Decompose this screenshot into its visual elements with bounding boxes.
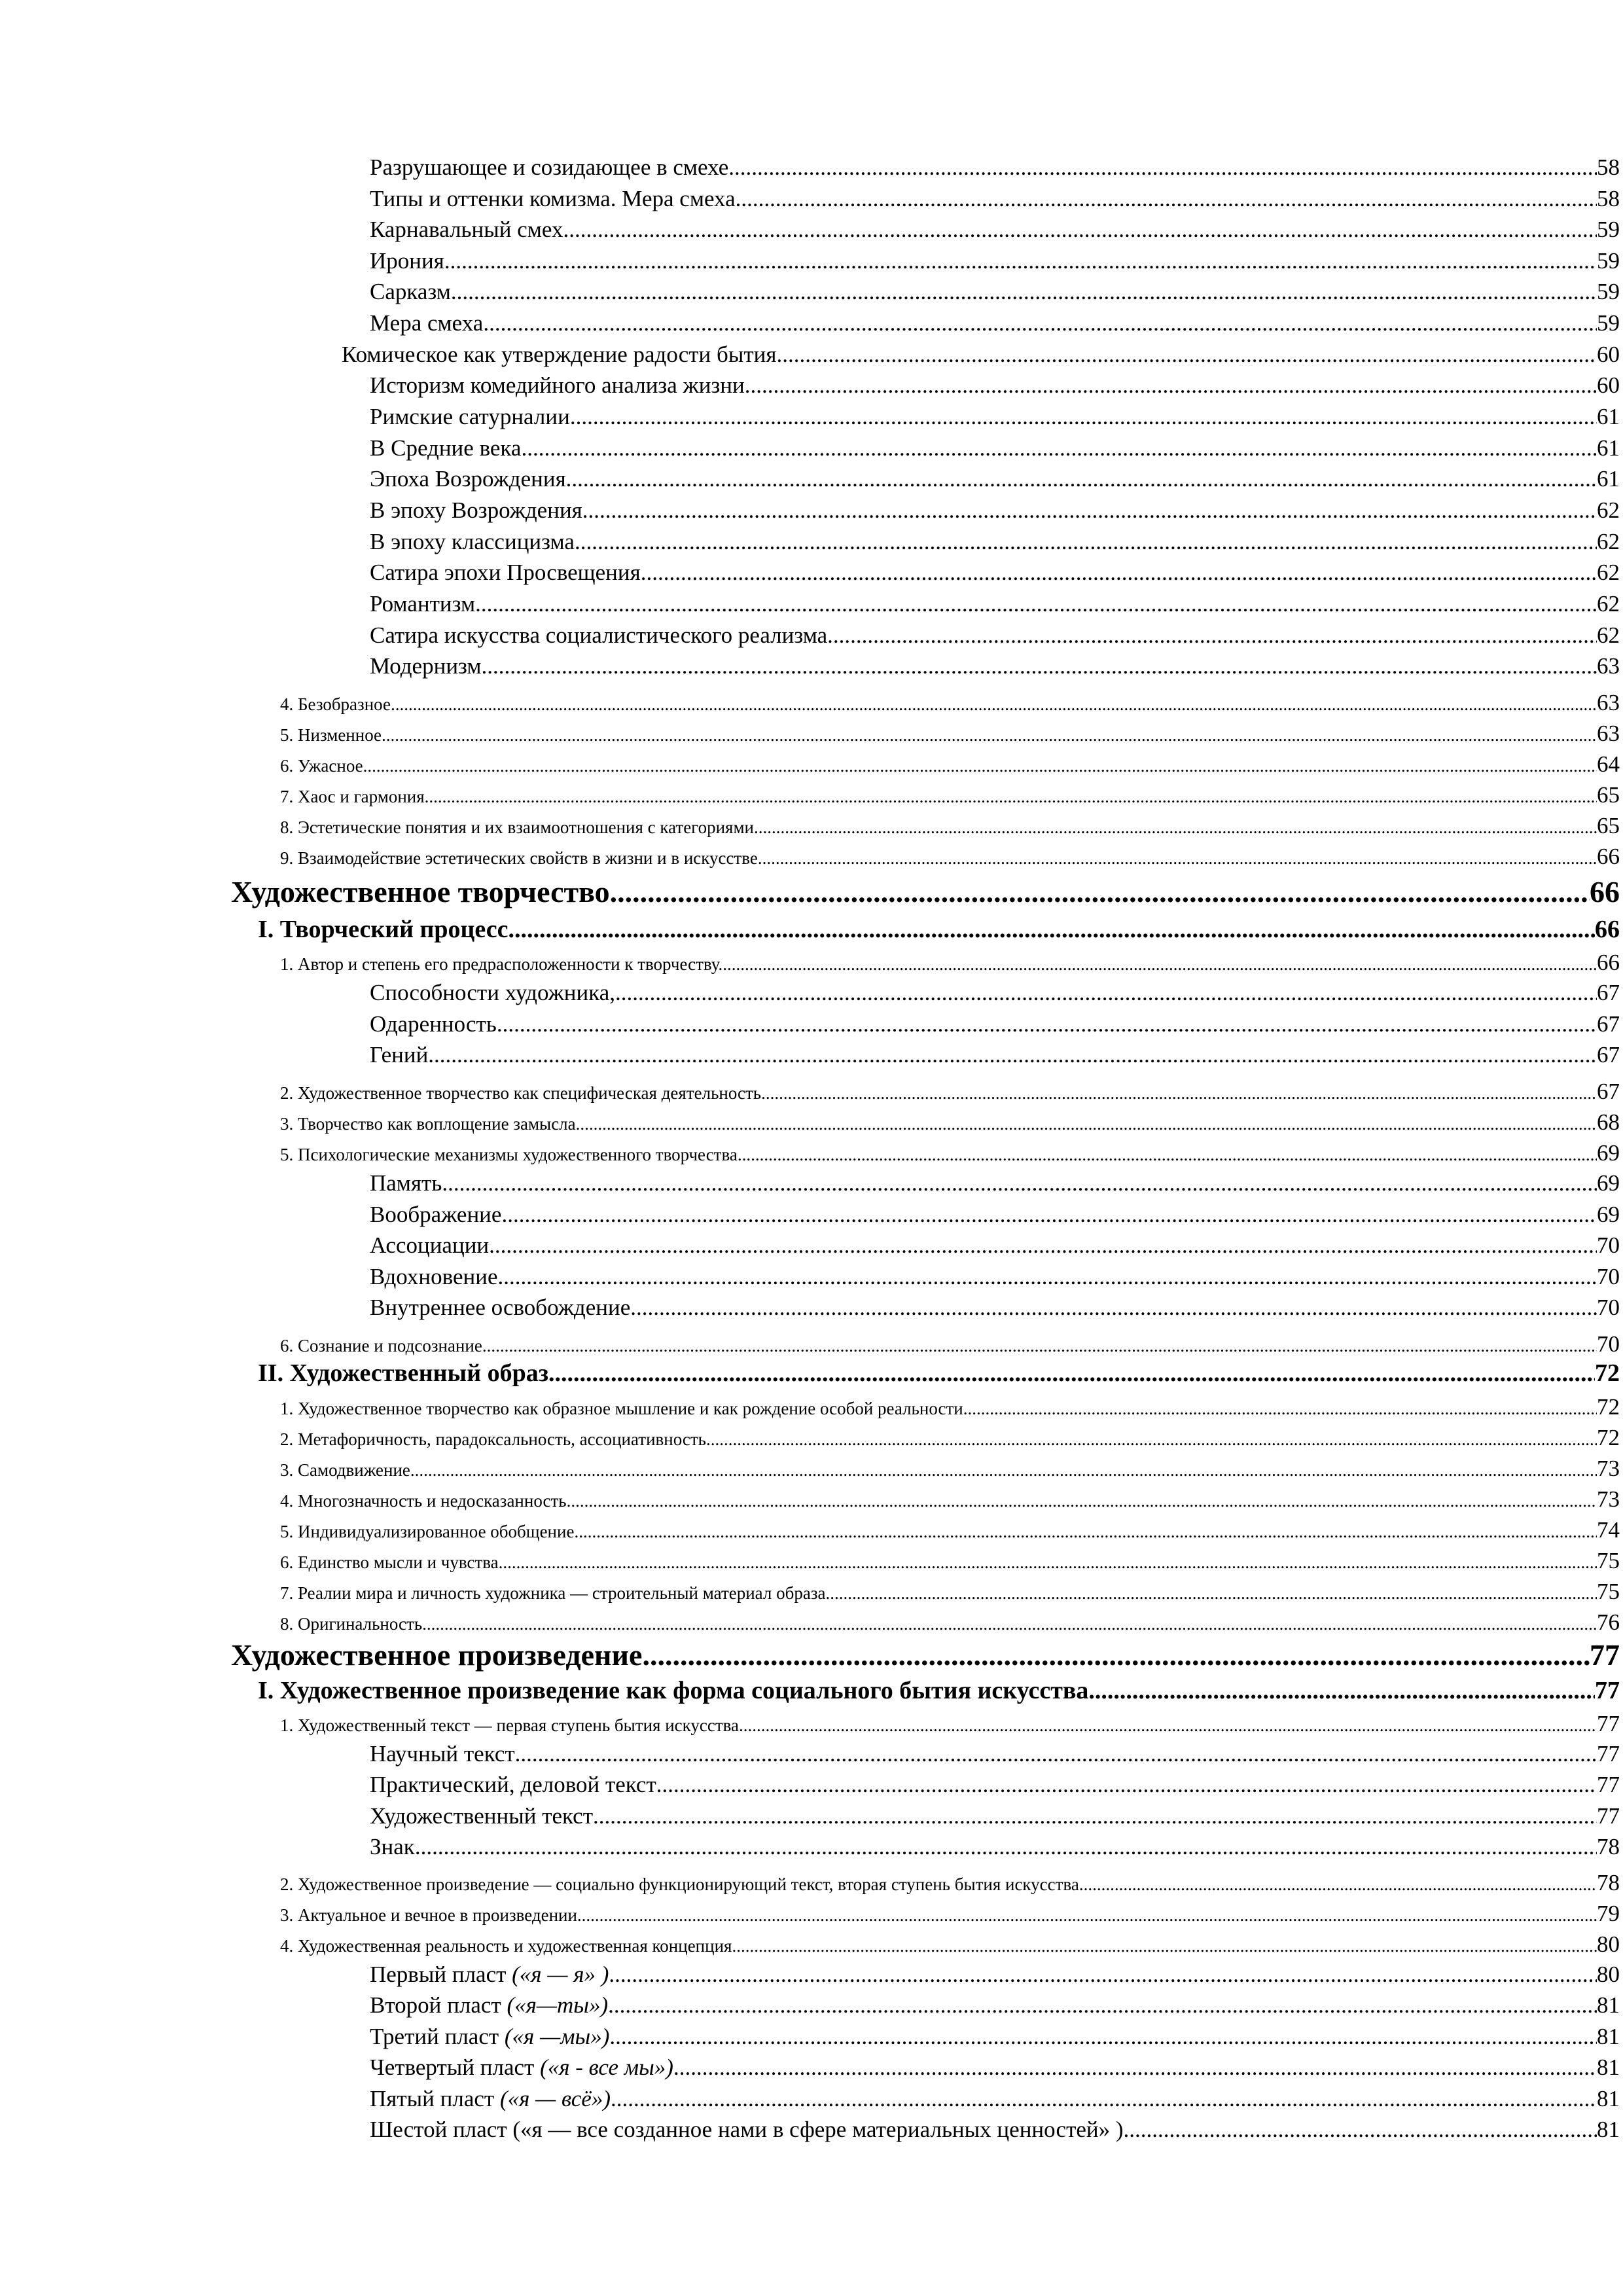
toc-entry-page: 69 — [1597, 1170, 1620, 1196]
toc-entry — [280, 1901, 1620, 1927]
toc-entry-title: Гений — [370, 1042, 429, 1067]
toc-entry-page: 77 — [1597, 1772, 1620, 1797]
toc-entry — [370, 1834, 1620, 1860]
toc-entry-title: I. Художественное произведение как форма социального бытия искусства — [258, 1677, 1089, 1704]
dot-leader — [611, 2086, 1597, 2112]
toc-entry-page: 66 — [1597, 844, 1620, 869]
toc-entry-title: Третий пласт («я —мы») — [370, 2024, 610, 2049]
toc-entry-title: Научный текст — [370, 1741, 515, 1767]
toc-entry-italic: («я —мы») — [504, 2024, 610, 2049]
toc-entry-page: 70 — [1597, 1295, 1620, 1320]
toc-entry-title: Внутреннее освобождение — [370, 1295, 631, 1320]
toc-entry — [280, 1579, 1620, 1605]
toc-entry — [370, 186, 1620, 212]
dot-leader — [711, 1429, 1597, 1450]
dot-leader — [728, 154, 1597, 181]
dot-leader — [609, 2024, 1597, 2050]
toc-entry-title: 8. Оригинальность — [280, 1614, 423, 1634]
toc-entry — [370, 404, 1620, 430]
toc-entry-title: Четвертый пласт («я - все мы») — [370, 2054, 673, 2080]
toc-chapter — [258, 915, 1620, 944]
toc-entry — [370, 279, 1620, 305]
toc-entry — [370, 310, 1620, 336]
toc-entry-title: Ирония — [370, 248, 444, 274]
toc-entry-title: 4. Многозначность и недосказанность. — [280, 1491, 571, 1511]
dot-leader — [656, 1772, 1597, 1798]
toc-entry — [280, 1870, 1620, 1896]
toc-chapter — [258, 1676, 1620, 1705]
toc-entry-title: I. Творческий процесс — [258, 916, 508, 943]
dot-leader — [582, 497, 1597, 524]
dot-leader — [642, 1638, 1590, 1672]
toc-entry-page: 77 — [1597, 1803, 1620, 1829]
toc-entry — [370, 560, 1620, 586]
toc-entry-title: 3. Актуальное и вечное в произведении — [280, 1905, 577, 1925]
toc-entry — [370, 2024, 1620, 2050]
dot-leader — [428, 1042, 1597, 1068]
toc-entry — [370, 653, 1620, 679]
toc-entry-page: 72 — [1597, 1394, 1620, 1420]
toc-entry-page: 68 — [1597, 1109, 1620, 1135]
toc-entry-page: 80 — [1597, 1962, 1620, 1987]
toc-entry — [280, 1109, 1620, 1136]
toc-entry-title: Память — [370, 1170, 442, 1196]
toc-entry — [370, 1803, 1620, 1829]
toc-entry-page: 78 — [1597, 1834, 1620, 1859]
toc-entry-title: Сатира искусства социалистического реализма — [370, 622, 828, 648]
toc-entry-page: 77 — [1590, 1638, 1620, 1672]
toc-entry-page: 81 — [1597, 2054, 1620, 2080]
toc-entry-title: Шестой пласт («я — все созданное нами в сфере материальных ценностей» ) — [370, 2117, 1124, 2142]
toc-entry — [370, 591, 1620, 617]
toc-entry — [280, 1456, 1620, 1482]
toc-entry-title: 1. Художественное творчество как образное мышление и как рождение особой реальности. — [280, 1399, 968, 1418]
toc-entry-title: 3. Самодвижение. — [280, 1460, 415, 1480]
dot-leader — [563, 217, 1597, 243]
dot-leader — [498, 1264, 1597, 1290]
dot-leader — [827, 622, 1597, 649]
toc-entry — [280, 1486, 1620, 1513]
toc-entry-title: Разрушающее и созидающее в смехе — [370, 154, 729, 180]
toc-entry-title: Сарказм — [370, 279, 451, 304]
toc-entry — [342, 342, 1620, 368]
dot-leader — [489, 1232, 1597, 1259]
dot-leader — [503, 1552, 1597, 1573]
dot-leader — [482, 1336, 1597, 1356]
toc-entry-page: 76 — [1597, 1609, 1620, 1635]
dot-leader — [742, 1145, 1597, 1165]
toc-entry-page: 61 — [1597, 404, 1620, 429]
toc-entry — [370, 980, 1620, 1006]
dot-leader — [610, 874, 1590, 909]
toc-entry-title: Сатира эпохи Просвещения — [370, 560, 641, 585]
dot-leader — [391, 694, 1597, 715]
toc-entry-page: 60 — [1597, 342, 1620, 367]
toc-entry-title: 9. Взаимодействие эстетических свойств в жизни и в искусстве. — [280, 848, 762, 868]
toc-entry-title: 6. Ужасное. — [280, 756, 368, 776]
toc-entry-page: 70 — [1597, 1264, 1620, 1289]
toc-entry-title: Практический, деловой текст — [370, 1772, 656, 1797]
toc-entry-title: Римские сатурналии — [370, 404, 570, 429]
toc-entry — [280, 1711, 1620, 1737]
toc-entry-title: Карнавальный смех — [370, 217, 563, 242]
toc-entry-title: 2. Метафоричность, парадоксальность, ассоциативность. — [280, 1429, 711, 1449]
toc-entry — [280, 1140, 1620, 1166]
toc-entry-italic: («я - все мы») — [540, 2054, 673, 2080]
toc-entry — [370, 1772, 1620, 1798]
toc-entry-page: 77 — [1597, 1711, 1620, 1736]
toc-entry-title: II. Художественный образ — [258, 1359, 549, 1387]
toc-entry — [370, 529, 1620, 555]
dot-leader — [497, 1011, 1597, 1037]
dot-leader — [609, 1962, 1597, 1988]
toc-entry-page: 63 — [1597, 690, 1620, 715]
toc-entry-page: 75 — [1597, 1579, 1620, 1604]
dot-leader — [521, 435, 1597, 461]
toc-entry — [370, 2054, 1620, 2081]
toc-entry-page: 67 — [1597, 980, 1620, 1005]
toc-entry-page: 59 — [1597, 279, 1620, 304]
toc-entry — [280, 751, 1620, 778]
dot-leader — [367, 756, 1597, 776]
toc-entry — [370, 1011, 1620, 1037]
dot-leader — [830, 1583, 1597, 1604]
toc-entry-page: 66 — [1597, 950, 1620, 975]
toc-entry-page: 62 — [1597, 560, 1620, 585]
toc-entry-page: 69 — [1597, 1140, 1620, 1166]
toc-entry-title: 4. Художественная реальность и художественная концепция. — [280, 1936, 737, 1956]
toc-entry-page: 63 — [1597, 653, 1620, 679]
dot-leader — [967, 1399, 1597, 1419]
toc-entry-page: 73 — [1597, 1486, 1620, 1512]
toc-entry-page: 67 — [1597, 1079, 1620, 1104]
toc-entry-page: 81 — [1597, 2117, 1620, 2142]
toc-entry — [370, 372, 1620, 399]
dot-leader — [615, 980, 1597, 1006]
toc-entry-title: 7. Хаос и гармония. — [280, 787, 429, 806]
dot-leader — [736, 1936, 1597, 1956]
dot-leader — [501, 1202, 1597, 1228]
toc-entry-page: 62 — [1597, 622, 1620, 648]
dot-leader — [630, 1295, 1597, 1321]
toc-entry — [370, 622, 1620, 649]
dot-leader — [444, 248, 1597, 274]
dot-leader — [758, 817, 1597, 838]
toc-section-heading — [231, 1638, 1620, 1672]
toc-chapter — [258, 1359, 1620, 1388]
dot-leader — [593, 1803, 1597, 1829]
toc-entry-page: 81 — [1597, 1992, 1620, 2018]
dot-leader — [548, 1359, 1595, 1388]
toc-entry-page: 77 — [1595, 1677, 1620, 1704]
dot-leader — [722, 954, 1597, 975]
toc-entry-title: 1. Художественный текст — первая ступень бытия искусства. — [280, 1715, 743, 1735]
toc-entry-page: 78 — [1597, 1870, 1620, 1895]
toc-entry-page: 61 — [1597, 466, 1620, 492]
toc-entry — [280, 950, 1620, 976]
toc-entry-title: 6. Единство мысли и чувства. — [280, 1552, 503, 1572]
toc-entry-page: 81 — [1597, 2024, 1620, 2049]
toc-entry — [280, 721, 1620, 747]
dot-leader — [1084, 1874, 1597, 1895]
toc-entry-title: 1. Автор и степень его предрасположенности к творчеству. — [280, 954, 723, 974]
toc-entry-page: 79 — [1597, 1901, 1620, 1926]
toc-entry-page: 60 — [1597, 372, 1620, 398]
toc-entry-title: Типы и оттенки комизма. Мера смеха — [370, 186, 736, 211]
toc-entry — [370, 1202, 1620, 1228]
toc-entry — [280, 690, 1620, 716]
toc-entry-title: Знак — [370, 1834, 415, 1859]
toc-entry — [280, 1931, 1620, 1958]
toc-entry — [280, 813, 1620, 839]
toc-entry — [280, 1425, 1620, 1451]
dot-leader — [566, 466, 1597, 492]
toc-entry-title: В эпоху Возрождения — [370, 497, 582, 523]
toc-entry — [280, 844, 1620, 870]
toc-entry-title: Эпоха Возрождения — [370, 466, 566, 492]
dot-leader — [422, 1614, 1597, 1634]
toc-entry — [370, 1232, 1620, 1259]
toc-entry-page: 70 — [1597, 1331, 1620, 1357]
toc-entry-page: 73 — [1597, 1456, 1620, 1481]
toc-entry-page: 65 — [1597, 813, 1620, 838]
toc-entry-page: 62 — [1597, 497, 1620, 523]
toc-entry-page: 74 — [1597, 1517, 1620, 1543]
toc-entry — [280, 1394, 1620, 1420]
dot-leader — [442, 1170, 1597, 1196]
toc-entry — [370, 497, 1620, 524]
toc-entry-page: 69 — [1597, 1202, 1620, 1227]
toc-entry-page: 67 — [1597, 1011, 1620, 1037]
toc-entry-title: 3. Творчество как воплощение замысла. — [280, 1114, 580, 1134]
dot-leader — [776, 342, 1597, 368]
toc-entry — [280, 1079, 1620, 1105]
dot-leader — [515, 1741, 1597, 1767]
toc-entry-title: Художественное творчество — [231, 875, 610, 908]
dot-leader — [762, 848, 1597, 869]
toc-entry — [370, 217, 1620, 243]
dot-leader — [1124, 2117, 1597, 2143]
toc-entry-page: 75 — [1597, 1548, 1620, 1573]
toc-entry-page: 81 — [1597, 2086, 1620, 2111]
dot-leader — [608, 1992, 1597, 2018]
toc-entry-italic: («я — я» ) — [512, 1962, 609, 1987]
toc-entry — [280, 1548, 1620, 1574]
dot-leader — [382, 725, 1597, 745]
toc-entry-page: 77 — [1597, 1741, 1620, 1767]
toc-entry-title: Модернизм — [370, 653, 482, 679]
toc-entry — [370, 1042, 1620, 1068]
toc-entry — [370, 154, 1620, 181]
toc-entry — [370, 1264, 1620, 1290]
dot-leader — [415, 1460, 1597, 1480]
toc-entry-title: 7. Реалии мира и личность художника — строительный материал образа. — [280, 1583, 830, 1603]
toc-entry-title: Пятый пласт («я — всё») — [370, 2086, 611, 2111]
toc-entry — [280, 1331, 1620, 1357]
toc-entry-title: В Средние века — [370, 435, 522, 461]
dot-leader — [766, 1083, 1597, 1103]
dot-leader — [415, 1834, 1597, 1860]
dot-leader — [736, 186, 1597, 212]
toc-entry-page: 58 — [1597, 186, 1620, 211]
toc-entry-page: 65 — [1597, 782, 1620, 808]
toc-entry — [280, 1609, 1620, 1636]
toc-entry-title: 2. Художественное произведение — социально функционирующий текст, вторая ступень бытия искусства. — [280, 1874, 1084, 1894]
toc-entry-title: Способности художника, — [370, 980, 616, 1005]
toc-entry-title: Первый пласт («я — я» ) — [370, 1962, 609, 1987]
dot-leader — [580, 1114, 1597, 1134]
toc-entry-title: Второй пласт («я—ты») — [370, 1992, 609, 2018]
toc-entry-title: 5. Психологические механизмы художественного творчества. — [280, 1145, 742, 1164]
toc-entry-title: В эпоху классицизма — [370, 529, 575, 554]
toc-entry — [370, 466, 1620, 492]
toc-entry-title: 6. Сознание и подсознание — [280, 1336, 482, 1355]
toc-entry — [370, 248, 1620, 274]
toc-entry — [370, 1741, 1620, 1767]
dot-leader — [508, 915, 1596, 944]
toc-entry — [280, 782, 1620, 808]
toc-entry-page: 64 — [1597, 751, 1620, 777]
toc-entry — [370, 435, 1620, 461]
toc-entry-title: Вдохновение — [370, 1264, 498, 1289]
toc-entry-title: 4. Безобразное — [280, 694, 391, 714]
toc-entry-page: 72 — [1597, 1425, 1620, 1450]
toc-entry-page: 72 — [1595, 1359, 1620, 1387]
dot-leader — [570, 404, 1597, 430]
toc-entry-title: Воображение — [370, 1202, 502, 1227]
dot-leader — [451, 279, 1597, 305]
toc-entry-page: 62 — [1597, 591, 1620, 617]
toc-entry-page: 66 — [1595, 916, 1620, 943]
toc-entry-page: 70 — [1597, 1232, 1620, 1258]
toc-entry-page: 62 — [1597, 529, 1620, 554]
toc-entry-page: 67 — [1597, 1042, 1620, 1067]
toc-entry — [280, 1517, 1620, 1543]
toc-entry-title: 8. Эстетические понятия и их взаимоотношения с категориями. — [280, 817, 758, 837]
toc-entry-page: 59 — [1597, 310, 1620, 336]
toc-entry — [370, 1295, 1620, 1321]
dot-leader — [571, 1491, 1597, 1511]
dot-leader — [673, 2054, 1597, 2081]
toc-entry-title: Романтизм — [370, 591, 476, 617]
toc-entry-italic: («я—ты») — [507, 1992, 609, 2018]
toc-entry-page: 59 — [1597, 248, 1620, 274]
toc-entry — [370, 2086, 1620, 2112]
toc-entry-title: Мера смеха — [370, 310, 484, 336]
toc-entry-page: 66 — [1590, 875, 1620, 908]
toc-entry-title: Комическое как утверждение радости бытия — [342, 342, 777, 367]
dot-leader — [743, 1715, 1597, 1736]
dot-leader — [579, 1522, 1597, 1542]
dot-leader — [475, 591, 1597, 617]
toc-entry-title: Одаренность — [370, 1011, 497, 1037]
toc-entry-page: 59 — [1597, 217, 1620, 242]
toc-entry-italic: («я — всё») — [499, 2086, 611, 2111]
toc-entry-page: 80 — [1597, 1931, 1620, 1957]
toc-entry-page: 58 — [1597, 154, 1620, 180]
dot-leader — [575, 529, 1597, 555]
dot-leader — [429, 787, 1597, 807]
toc-entry-title: 2. Художественное творчество как специфическая деятельность. — [280, 1083, 766, 1103]
toc-entry-title: Ассоциации — [370, 1232, 490, 1258]
dot-leader — [750, 372, 1597, 399]
toc-entry — [370, 1170, 1620, 1196]
toc-entry-title: Историзм комедийного анализа жизни. — [370, 372, 751, 398]
toc-entry — [370, 2117, 1620, 2143]
dot-leader — [641, 560, 1597, 586]
dot-leader — [1088, 1676, 1595, 1705]
toc-entry-page: 63 — [1597, 721, 1620, 746]
toc-entry-title: Художественное произведение — [231, 1638, 643, 1672]
toc-section-heading — [231, 874, 1620, 909]
toc-entry-title: 5. Низменное — [280, 725, 382, 745]
dot-leader — [483, 310, 1597, 336]
toc-entry-title: Художественный текст — [370, 1803, 593, 1829]
dot-leader — [577, 1905, 1597, 1926]
toc-entry-page: 61 — [1597, 435, 1620, 461]
dot-leader — [482, 653, 1597, 679]
toc-entry — [370, 1962, 1620, 1988]
toc-entry-title: 5. Индивидуализированное обобщение. — [280, 1522, 579, 1541]
toc-entry — [370, 1992, 1620, 2018]
